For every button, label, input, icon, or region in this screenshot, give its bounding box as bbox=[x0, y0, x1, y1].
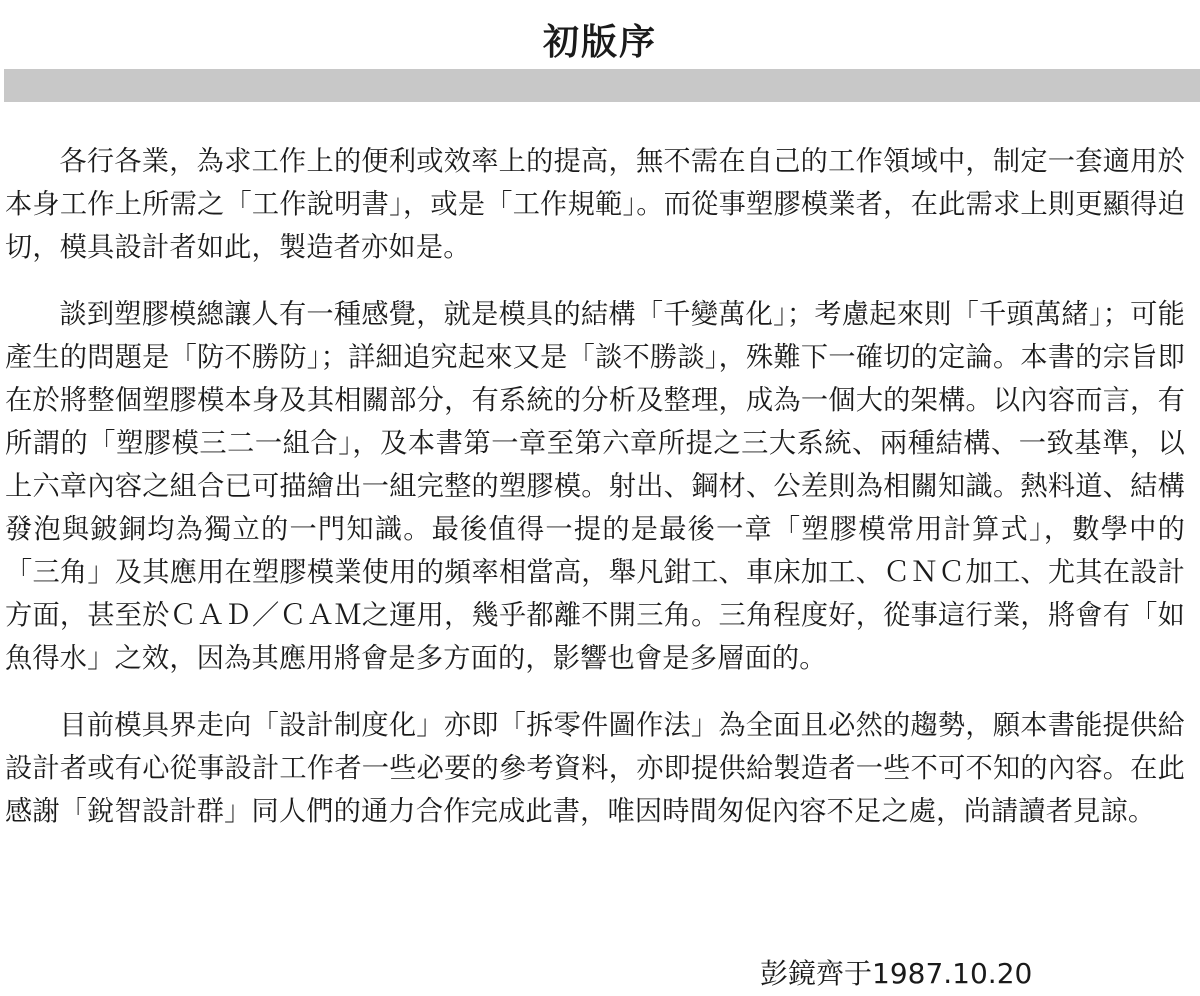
author-signature: 彭鏡齊于1987.10.20 bbox=[760, 957, 1033, 990]
page-title: 初版序 bbox=[542, 22, 657, 63]
preface-body bbox=[5, 140, 1185, 857]
paragraph-2: 談到塑膠模總讓人有一種感覺，就是模具的結構「千變萬化」；考慮起來則「千頭萬緒」；可能產生的問題是「防不勝防」；詳細追究起來又是「談不勝談」，殊難下一確切的定論。本書的宗旨即在於將整個塑膠模本身及其相關部分，有系統的分析及整理，成為一個大的架構。以內容而言，有所謂的「塑膠模三二一組合」，及本書第一章至第六章所提之三大系統、兩種結構、一致基準，以上六章內容之組合已可描繪出一組完整的塑膠模。射出、鋼材、公差則為相關知識。熱料道、結構發泡與鈹銅均為獨立的一門知識。最後值得一提的是最後一章「塑膠模常用計算式」，數學中的「三角」及其應用在塑膠模業使用的頻率相當高，舉凡鉗工、車床加工、ＣＮＣ加工、尤其在設計方面，甚至於ＣＡＤ／ＣＡＭ之運用，幾乎都離不開三角。三角程度好，從事這行業，將會有「如魚得水」之效，因為其應用將會是多方面的，影響也會是多層面的。 bbox=[5, 299, 1185, 674]
title-underline-bar bbox=[4, 69, 1200, 102]
paragraph-1: 各行各業，為求工作上的便利或效率上的提高，無不需在自己的工作領域中，制定一套適用於本身工作上所需之「工作說明書」，或是「工作規範」。而從事塑膠模業者，在此需求上則更顯得迫切，模具設計者如此，製造者亦如是。 bbox=[5, 146, 1185, 263]
paragraph-3: 目前模具界走向「設計制度化」亦即「拆零件圖作法」為全面且必然的趨勢，願本書能提供給設計者或有心從事設計工作者一些必要的參考資料，亦即提供給製造者一些不可不知的內容。在此感謝「銳智設計群」同人們的通力合作完成此書，唯因時間匆促內容不足之處，尚請讀者見諒。 bbox=[5, 710, 1185, 827]
